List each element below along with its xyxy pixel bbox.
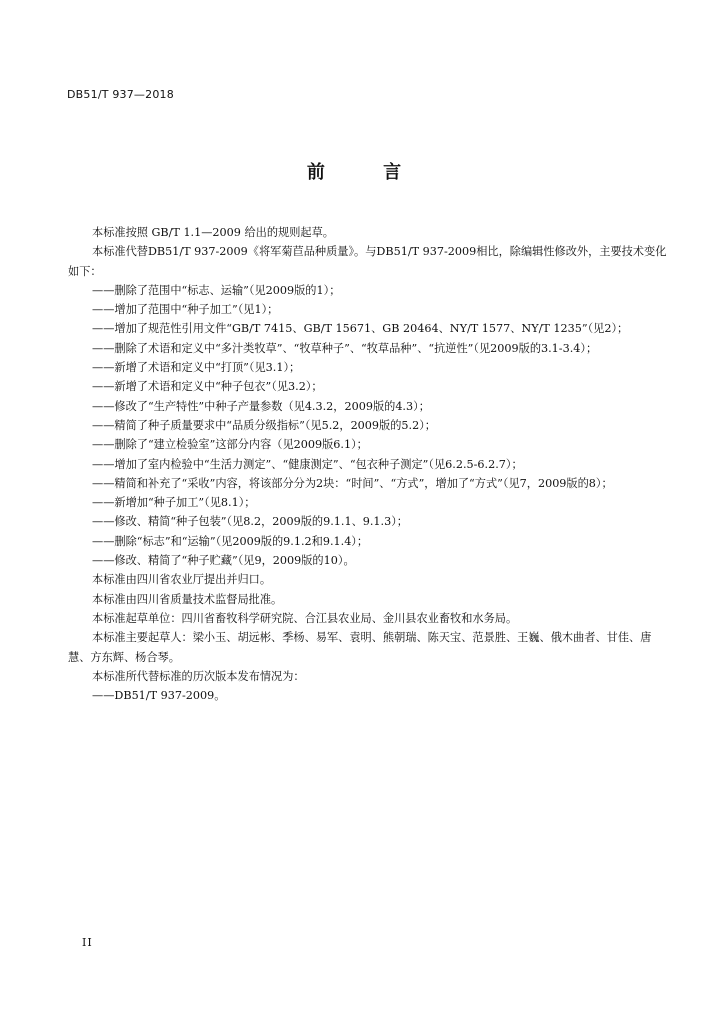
change-item: ——增加了规范性引用文件“GB/T 7415、GB/T 15671、GB 20464、NY/T 1577、NY/T 1235”（见2）； bbox=[92, 322, 629, 336]
change-item: ——修改了“生产特性”中种子产量参数（见4.3.2，2009版的4.3）； bbox=[92, 399, 430, 413]
change-item: ——新增了术语和定义中“种子包衣”（见3.2）； bbox=[92, 380, 323, 394]
paragraph: 本标准由四川省质量技术监督局批准。 bbox=[92, 592, 283, 606]
paragraph: 本标准起草单位：四川省畜牧科学研究院、合江县农业局、金川县农业畜牧和水务局。 bbox=[92, 611, 518, 625]
page-title: 前 言 bbox=[306, 162, 428, 183]
change-item: ——修改、精简“种子包装”（见8.2，2009版的9.1.1、9.1.3）； bbox=[92, 515, 408, 529]
change-item: ——删除了范围中“标志、运输”（见2009版的1）； bbox=[92, 283, 341, 297]
change-item: ——修改、精简了“种子贮藏”（见9，2009版的10）。 bbox=[92, 554, 355, 568]
paragraph: 本标准主要起草人：梁小玉、胡远彬、季杨、易军、袁明、熊朝瑞、陈天宝、范景胜、王巍、俄木曲者、甘佳、唐慧、方东辉、杨合琴。 bbox=[68, 631, 652, 664]
foreword-body bbox=[68, 223, 672, 705]
paragraph: 本标准由四川省农业厅提出并归口。 bbox=[92, 573, 272, 587]
paragraph: 本标准所代替标准的历次版本发布情况为： bbox=[92, 669, 305, 683]
change-item: ——删除了“建立检验室”这部分内容（见2009版6.1）； bbox=[92, 438, 368, 452]
change-item: ——新增加“种子加工”（见8.1）； bbox=[92, 496, 256, 510]
change-item: ——新增了术语和定义中“打顶”（见3.1）； bbox=[92, 361, 301, 375]
change-item: ——删除了术语和定义中“多汁类牧草”、“牧草种子”、“牧草品种”、“抗逆性”（见2009版的3.1-3.4）； bbox=[92, 341, 598, 355]
paragraph: 本标准按照 GB/T 1.1—2009 给出的规则起草。 bbox=[92, 226, 334, 239]
change-item: ——精简和补充了“采收”内容，将该部分分为2块：“时间”、“方式”，增加了“方式”（见7，2009版的8）； bbox=[92, 476, 613, 490]
paragraph: 本标准代替DB51/T 937-2009《将军菊苣品种质量》。与DB51/T 937-2009相比，除编辑性修改外，主要技术变化如下： bbox=[68, 245, 667, 278]
change-item: ——增加了范围中“种子加工”（见1）； bbox=[92, 303, 279, 317]
change-item: ——删除“标志”和“运输”（见2009版的9.1.2和9.1.4）； bbox=[92, 534, 369, 548]
page-number: II bbox=[82, 936, 93, 949]
paragraph: ——DB51/T 937-2009。 bbox=[92, 689, 226, 703]
document-code: DB51/T 937—2018 bbox=[67, 88, 174, 101]
change-item: ——增加了室内检验中“生活力测定”、“健康测定”、“包衣种子测定”（见6.2.5-6.2.7）； bbox=[92, 457, 523, 471]
change-item: ——精简了种子质量要求中“品质分级指标”（见5.2，2009版的5.2）； bbox=[92, 418, 436, 432]
